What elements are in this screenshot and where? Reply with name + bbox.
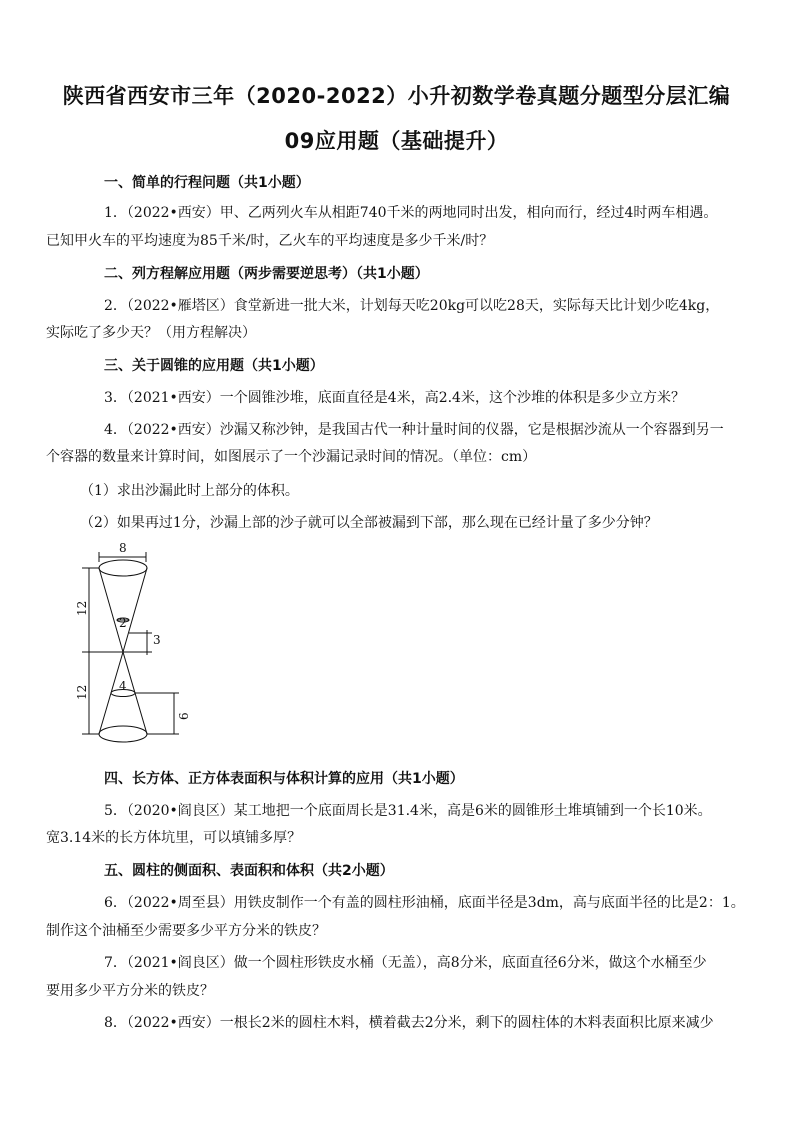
- section-heading-1: 一、简单的行程问题（共1小题）: [104, 175, 310, 191]
- label-lower-sand-diameter-4: 4: [119, 679, 127, 693]
- label-sand-height-3: 3: [153, 633, 161, 647]
- q4-sub1: （1）求出沙漏此时上部分的体积。: [80, 483, 299, 499]
- label-upper-height-12: 12: [75, 600, 89, 616]
- q2-line2: 实际吃了多少天？（用方程解决）: [46, 325, 256, 341]
- section-heading-2: 二、列方程解应用题（两步需要逆思考）（共1小题）: [104, 266, 429, 282]
- doc-title-line1: 陕西省西安市三年（2020-2022）小升初数学卷真题分题型分层汇编: [62, 84, 731, 108]
- label-lower-height-12: 12: [75, 684, 89, 700]
- q4-line2: 个容器的数量来计算时间，如图展示了一个沙漏记录时间的情况。（单位：cm）: [46, 449, 537, 465]
- label-diameter-8: 8: [119, 541, 127, 555]
- section-heading-3: 三、关于圆锥的应用题（共1小题）: [104, 358, 324, 374]
- q6-line1: 6．（2022•周至县）用铁皮制作一个有盖的圆柱形油桶，底面半径是3dm，高与底面半径的比是2：1。: [104, 895, 745, 911]
- label-lower-sand-height-6: 6: [177, 712, 191, 720]
- label-sand-diameter-2: 2: [119, 616, 127, 630]
- hourglass-figure: [62, 538, 212, 750]
- q8-line1: 8．（2022•西安）一根长2米的圆柱木料，横着截去2分米，剩下的圆柱体的木料表面积比原来减少: [104, 1015, 714, 1031]
- q5-line2: 宽3.14米的长方体坑里，可以填铺多厚？: [46, 830, 302, 846]
- q1-line1: 1．（2022•西安）甲、乙两列火车从相距740千米的两地同时出发，相向而行，经过4时两车相遇。: [104, 205, 718, 221]
- q7-line1: 7．（2021•阎良区）做一个圆柱形铁皮水桶（无盖），高8分米，底面直径6分米，做这个水桶至少: [104, 955, 707, 971]
- q2-line1: 2．（2022•雁塔区）食堂新进一批大米，计划每天吃20kg可以吃28天，实际每天比计划少吃4kg，: [104, 298, 720, 314]
- q4-line1: 4．（2022•西安）沙漏又称沙钟，是我国古代一种计量时间的仪器，它是根据沙流从一个容器到另一: [104, 422, 724, 438]
- q6-line2: 制作这个油桶至少需要多少平方分米的铁皮？: [46, 923, 326, 939]
- q4-sub2: （2）如果再过1分，沙漏上部的沙子就可以全部被漏到下部，那么现在已经计量了多少分钟？: [80, 515, 658, 531]
- q1-line2: 已知甲火车的平均速度为85千米/时，乙火车的平均速度是多少千米/时？: [46, 233, 494, 249]
- q7-line2: 要用多少平方分米的铁皮？: [46, 983, 214, 999]
- q3-line1: 3．（2021•西安）一个圆锥沙堆，底面直径是4米，高2.4米，这个沙堆的体积是多少立方米？: [104, 390, 685, 406]
- section-heading-5: 五、圆柱的侧面积、表面积和体积（共2小题）: [104, 863, 394, 879]
- doc-title-line2: 09应用题（基础提升）: [284, 129, 509, 153]
- q5-line1: 5．（2020•阎良区）某工地把一个底面周长是31.4米，高是6米的圆锥形土堆填铺到一个长10米。: [104, 803, 712, 819]
- section-heading-4: 四、长方体、正方体表面积与体积计算的应用（共1小题）: [104, 771, 464, 787]
